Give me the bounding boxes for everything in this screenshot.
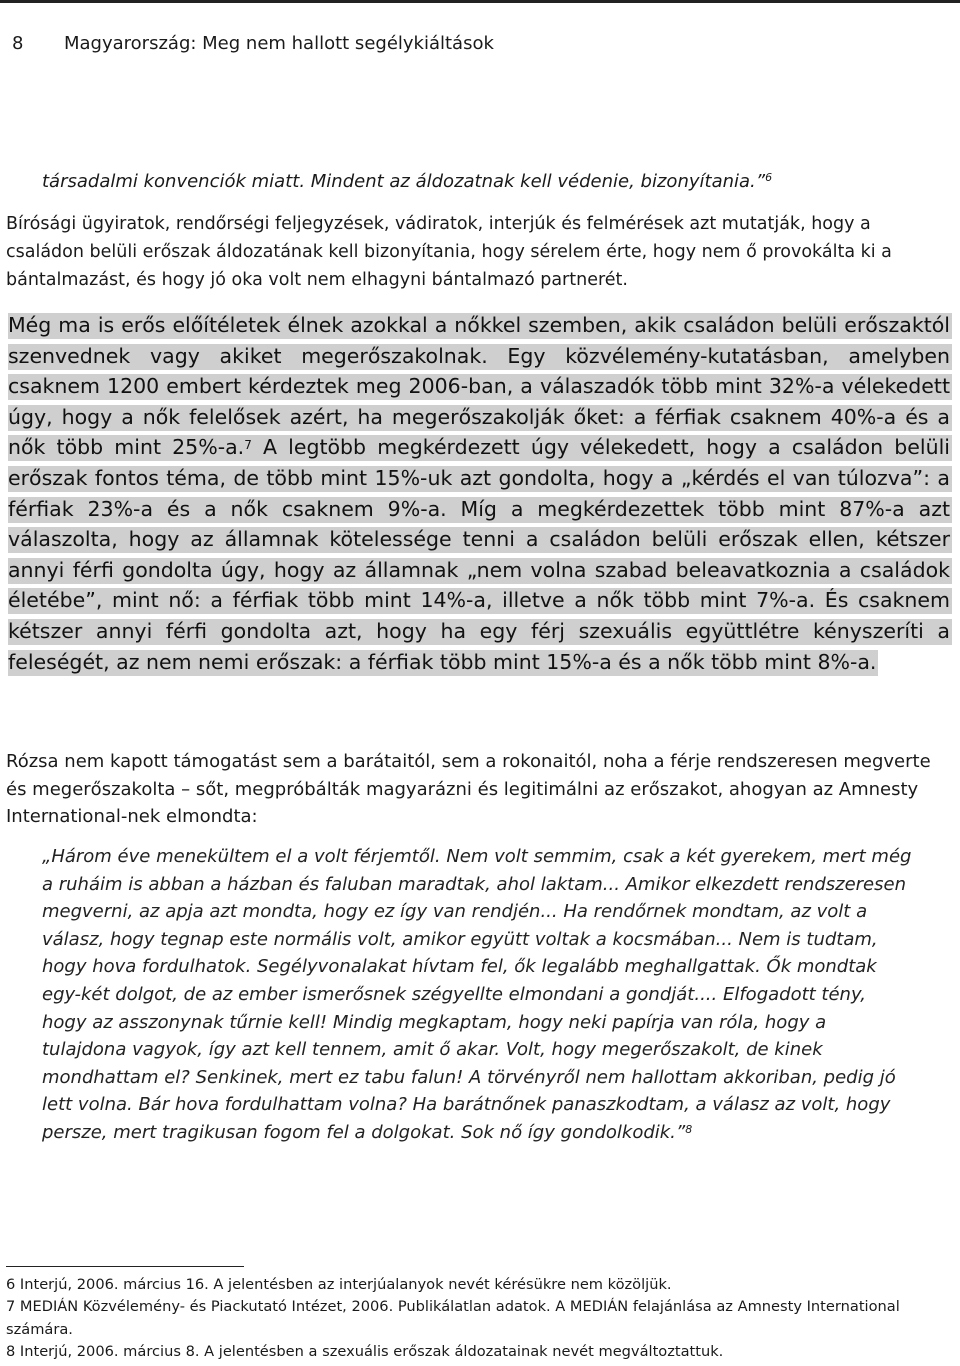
footnote-divider (6, 1266, 244, 1267)
footnote-ref-6[interactable]: 6 (765, 171, 773, 184)
shaded-box-part2: A legtöbb megkérdezett úgy vélekedett, hogy a családon belüli erőszak fontos téma, de több mint 15%-uk azt gondolta, hogy a „kérdés el van túlozva”: a férfiak 23%-a és a nők csaknem 9%-a. Míg a megkérdezettek több mint 87%-a azt válaszolta, hogy az államnak kötelessége tenni a családon belüli erőszak ellen, kétszer annyi férfi gondolta úgy, hogy az államnak „nem volna szabad beleavatkoznia a családok életébe”, mint nő: a férfiak több mint 14%-a, illetve a nők több mint 7%-a. És csaknem kétszer annyi férfi gondolta azt, hogy ha egy férj szexuális együttlétre kényszeríti a feleségét, az nem nemi erőszak: a férfiak több mint 15%-a és a nők több mint 8%-a. (8, 435, 950, 674)
footnote-8: 8 Interjú, 2006. március 8. A jelentésben a szexuális erőszak áldozatainak nevét megváltoztattuk. (6, 1343, 724, 1361)
footnote-ref-7[interactable]: 7 (244, 438, 252, 453)
shaded-box-part1: Még ma is erős előítéletek élnek azokkal a nőkkel szemben, akik családon belüli erőszaktól szenvednek vagy akiket megerőszakolnak. Egy közvélemény-kutatásban, amelyben csaknem 1200 embert kérdeztek meg 2006-ban, a válaszadók több mint 32%-a vélekedett úgy, hogy a nők felelősek azért, ha megerőszakolják őket: a férfiak csaknem 40%-a és a nők több mint 25%-a. (8, 313, 950, 460)
body-paragraph-1: Bírósági ügyiratok, rendőrségi feljegyzések, vádiratok, interjúk és felmérések azt mutatják, hogy a családon belüli erőszak áldozatának kell bizonyítania, hogy sérelem érte, hogy nem ő provokálta ki a bántalmazást, és hogy jó oka volt nem elhagyni bántalmazó partnerét. (6, 214, 892, 290)
footnote-7: 7 MEDIÁN Közvélemény- és Piackutató Intézet, 2006. Publikálatlan adatok. A MEDIÁN felajánlása az Amnesty International számára. (6, 1298, 900, 1338)
shaded-box (8, 310, 952, 677)
block-quote (42, 843, 912, 1147)
footnote-6: 6 Interjú, 2006. március 16. A jelentésben az interjúalanyok nevét kérésükre nem közöljük. (6, 1276, 672, 1293)
page-header (0, 0, 960, 87)
shaded-box-text (8, 313, 952, 676)
running-title: Magyarország: Meg nem hallott segélykiáltások (64, 33, 494, 54)
page-number: 8 (12, 33, 24, 54)
body-paragraph-2: Rózsa nem kapott támogatást sem a barátaitól, sem a rokonaitól, noha a férje rendszeresen megverte és megerőszakolta – sőt, megpróbálták magyarázni és legitimálni az erőszakot, ahogyan az Amnesty International-nek elmondta: (6, 751, 931, 827)
block-quote-text: „Három éve menekültem el a volt férjemtől. Nem volt semmim, csak a két gyerekem, mert még a ruháim is abban a házban és faluban maradtak, ahol laktam... Amikor elkezdett rendszeresen megverni, az apja azt mondta, hogy ez így van rendjén... Ha rendőrnek mondtam, az volt a válasz, hogy tegnap este normális volt, amikor együtt voltak a kocsmában... Nem is tudtam, hogy hova fordulhatok. Segélyvonalakat hívtam fel, ők legalább meghallgattak. Ők mondtak egy-két dolgot, de az ember ismerősnek szégyellte elmondani a gondját.... Elfogadott tény, hogy az asszonynak tűrnie kell! Mindig megkaptam, hogy neki papírja van róla, hogy a tulajdona vagyok, így azt kell tennem, amit ő akar. Volt, hogy megerőszakolt, de kinek mondhattam el? Senkinek, mert ez tabu falun! A törvényről nem hallottam akkoriban, pedig jó lett volna. Bár hova fordulhattam volna? Ha barátnőnek panaszkodtam, a válasz az volt, hogy persze, mert tragikusan fogom fel a dolgokat. Sok nő így gondolkodik.” (42, 846, 912, 1143)
continued-quote (42, 168, 942, 196)
footnote-ref-8[interactable]: 8 (685, 1122, 693, 1136)
continued-quote-text: társadalmi konvenciók miatt. Mindent az áldozatnak kell védenie, bizonyítania.” (42, 171, 766, 192)
footnotes (6, 1274, 954, 1364)
